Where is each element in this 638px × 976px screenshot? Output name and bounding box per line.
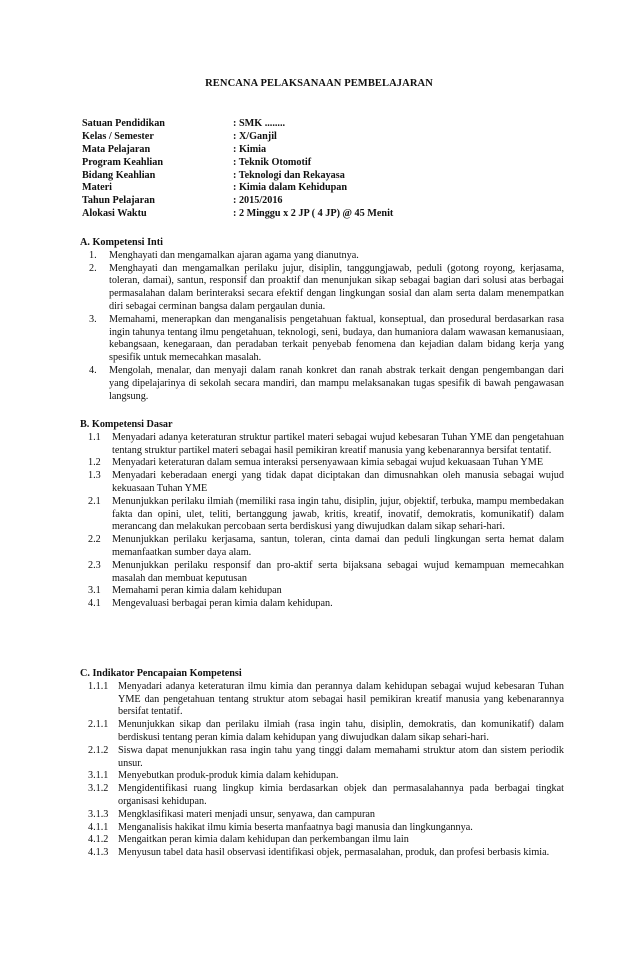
item-number: 2. bbox=[89, 262, 97, 274]
item-text: Menunjukkan perilaku ilmiah (memiliki rasa ingin tahu, disiplin, jujur, objektif, terbuka, mampu membedakan fakta dan opini, ulet, teliti, bertanggung jawab, kritis, kreatif, inovatif, demokratis, komunikatif) dalam merancang dan melakukan percobaan serta berdiskusi yang diwujudkan dalam sikap sehari-hari. bbox=[112, 495, 564, 533]
info-label: Alokasi Waktu bbox=[82, 208, 147, 220]
info-value: : 2015/2016 bbox=[233, 195, 283, 207]
item-number: 4.1.3 bbox=[88, 847, 109, 859]
list-item bbox=[80, 457, 564, 470]
item-text: Mengevaluasi berbagai peran kimia dalam kehidupan. bbox=[112, 598, 333, 610]
item-number: 4.1 bbox=[88, 598, 101, 610]
item-number: 3.1 bbox=[88, 585, 101, 597]
item-number: 3.1.1 bbox=[88, 770, 109, 782]
list-item bbox=[80, 314, 564, 365]
item-text: Menyadari adanya keteraturan struktur partikel materi sebagai wujud kebesaran Tuhan YME dan pengetahuan tentang struktur partikel materi sebagai hasil pemikiran kreatif manusia yang kebenarannya bersifat tentatif. bbox=[112, 431, 564, 456]
info-row bbox=[82, 118, 562, 131]
info-label: Satuan Pendidikan bbox=[82, 118, 165, 129]
item-text: Mengolah, menalar, dan menyaji dalam ranah konkret dan ranah abstrak terkait dengan pengembangan dari yang dipelajarinya di sekolah secara mandiri, dan mampu melaksanakan tugas spesifik di bawah pengawasan langsung. bbox=[109, 364, 564, 402]
item-text: Menunjukkan sikap dan perilaku ilmiah (rasa ingin tahu, disiplin, demokratis, dan komunikatif) dalam berdiskusi tentang peran kimia dalam kehidupan yang diwujudkan dalam sikap sehari-hari. bbox=[118, 719, 564, 743]
indikator-list bbox=[80, 681, 564, 860]
list-item bbox=[80, 263, 564, 314]
list-item bbox=[80, 834, 564, 847]
info-label: Kelas / Semester bbox=[82, 130, 154, 142]
item-number: 3. bbox=[89, 313, 97, 325]
list-item bbox=[80, 470, 564, 496]
item-number: 1.1 bbox=[88, 431, 101, 443]
item-number: 4.1.1 bbox=[88, 821, 109, 833]
info-row bbox=[82, 144, 562, 157]
item-text: Menyadari adanya keteraturan ilmu kimia dan perannya dalam kehidupan sebagai wujud kebesaran Tuhan YME dan pengetahuan tentang struktur atom sebagai hasil pemikiran kreatif manusia yang kebenarannya bersifat tentatif. bbox=[118, 680, 564, 718]
list-item bbox=[80, 809, 564, 822]
kompetensi-inti-list bbox=[80, 250, 564, 404]
section-heading: B. Kompetensi Dasar bbox=[80, 419, 173, 430]
info-label: Tahun Pelajaran bbox=[82, 195, 155, 207]
item-text: Menyebutkan produk-produk kimia dalam kehidupan. bbox=[118, 770, 339, 782]
info-row bbox=[82, 157, 562, 170]
list-item bbox=[80, 250, 564, 263]
item-text: Menyadari keteraturan dalam semua interaksi persenyawaan kimia sebagai wujud kekuasaan Tuhan YME bbox=[112, 457, 544, 469]
info-value: : Kimia dalam Kehidupan bbox=[233, 182, 348, 194]
section-heading: A. Kompetensi Inti bbox=[80, 237, 163, 248]
list-item bbox=[80, 719, 564, 745]
item-number: 2.1 bbox=[88, 495, 101, 507]
info-row bbox=[82, 208, 562, 221]
item-text: Mengidentifikasi ruang lingkup kimia berdasarkan objek dan permasalahannya pada berbagai tingkat organisasi kehidupan. bbox=[118, 783, 564, 807]
item-number: 4. bbox=[89, 364, 97, 376]
item-text: Mengaitkan peran kimia dalam kehidupan dan perkembangan ilmu lain bbox=[118, 834, 409, 846]
item-text: Mengklasifikasi materi menjadi unsur, senyawa, dan campuran bbox=[118, 808, 376, 820]
info-row bbox=[82, 195, 562, 208]
list-item bbox=[80, 770, 564, 783]
info-value: : X/Ganjil bbox=[233, 130, 277, 142]
list-item bbox=[80, 560, 564, 586]
list-item bbox=[80, 534, 564, 560]
info-label: Bidang Keahlian bbox=[82, 169, 156, 181]
info-value: : 2 Minggu x 2 JP ( 4 JP) @ 45 Menit bbox=[233, 208, 394, 220]
item-text: Menyusun tabel data hasil observasi identifikasi objek, permasalahan, produk, dan profesi berbasis kimia. bbox=[118, 847, 550, 859]
list-item bbox=[80, 432, 564, 458]
list-item bbox=[80, 745, 564, 771]
section-kompetensi-dasar bbox=[80, 419, 564, 611]
item-text: Menghayati dan mengamalkan ajaran agama yang dianutnya. bbox=[109, 249, 359, 261]
identity-table bbox=[82, 118, 562, 221]
info-row bbox=[82, 182, 562, 195]
info-value: : Kimia bbox=[233, 143, 267, 155]
item-text: Memahami, menerapkan dan menganalisis pengetahuan faktual, konseptual, dan prosedural berdasarkan rasa ingin tahunya tentang ilmu pengetahuan, teknologi, seni, budaya, dan humaniora dalam wawasan kemanusiaan, kebangsaan, kenegaraan, dan peradaban terkait penyebab fenomena dan kejadian dalam bidang kerja yang spesifik untuk memecahkan masalah. bbox=[109, 313, 564, 364]
item-number: 1.3 bbox=[88, 470, 101, 482]
item-number: 2.1.2 bbox=[88, 744, 109, 756]
item-number: 2.2 bbox=[88, 534, 101, 546]
info-label: Program Keahlian bbox=[82, 156, 164, 168]
list-item bbox=[80, 365, 564, 403]
list-item bbox=[80, 598, 564, 611]
section-kompetensi-inti bbox=[80, 237, 564, 403]
info-value: : Teknik Otomotif bbox=[233, 156, 312, 168]
list-item bbox=[80, 681, 564, 719]
item-text: Menghayati dan mengamalkan perilaku jujur, disiplin, tanggungjawab, peduli (gotong royong, kerjasama, toleran, damai), santun, responsif dan proaktif dan menunjukan sikap sebagai bagian dari solusi atas berbagai permasalahan dalam berinteraksi secara efektif dengan lingkungan sosial dan alam serta dalam menempatkan diri sebagai cerminan bangsa dalam pergaulan dunia. bbox=[109, 262, 564, 312]
item-text: Menyadari keberadaan energi yang tidak dapat diciptakan dan dimusnahkan oleh manusia sebagai wujud kekuasaan Tuhan YME bbox=[112, 470, 564, 494]
item-text: Menunjukkan perilaku kerjasama, santun, toleran, cinta damai dan peduli lingkungan serta hemat dalam memanfaatkan sumber daya alam. bbox=[112, 534, 564, 558]
item-number: 3.1.2 bbox=[88, 783, 109, 795]
item-number: 2.1.1 bbox=[88, 719, 109, 731]
list-item bbox=[80, 496, 564, 534]
section-indikator bbox=[80, 668, 564, 860]
item-number: 1.1.1 bbox=[88, 680, 109, 692]
item-number: 2.3 bbox=[88, 559, 101, 571]
page-title: RENCANA PELAKSANAAN PEMBELAJARAN bbox=[205, 78, 433, 89]
list-item bbox=[80, 822, 564, 835]
item-text: Menganalisis hakikat ilmu kimia beserta manfaatnya bagi manusia dan lingkungannya. bbox=[118, 821, 473, 833]
item-text: Memahami peran kimia dalam kehidupan bbox=[112, 585, 282, 597]
list-item bbox=[80, 585, 564, 598]
item-number: 1.2 bbox=[88, 457, 101, 469]
list-item bbox=[80, 783, 564, 809]
info-row bbox=[82, 170, 562, 183]
info-label: Materi bbox=[82, 182, 112, 194]
item-text: Menunjukkan perilaku responsif dan pro-aktif serta bijaksana sebagai wujud kemampuan memecahkan masalah dan membuat keputusan bbox=[112, 559, 564, 584]
kompetensi-dasar-list bbox=[80, 432, 564, 611]
item-number: 1. bbox=[89, 249, 97, 261]
info-value: : Teknologi dan Rekayasa bbox=[233, 169, 345, 181]
list-item bbox=[80, 847, 564, 860]
info-value: : SMK ........ bbox=[233, 118, 286, 129]
item-text: Siswa dapat menunjukkan rasa ingin tahu yang tinggi dalam memahami struktur atom dan sistem periodik unsur. bbox=[118, 744, 564, 769]
item-number: 3.1.3 bbox=[88, 808, 109, 820]
item-number: 4.1.2 bbox=[88, 834, 109, 846]
info-row bbox=[82, 131, 562, 144]
info-label: Mata Pelajaran bbox=[82, 143, 151, 155]
section-heading: C. Indikator Pencapaian Kompetensi bbox=[80, 668, 242, 679]
